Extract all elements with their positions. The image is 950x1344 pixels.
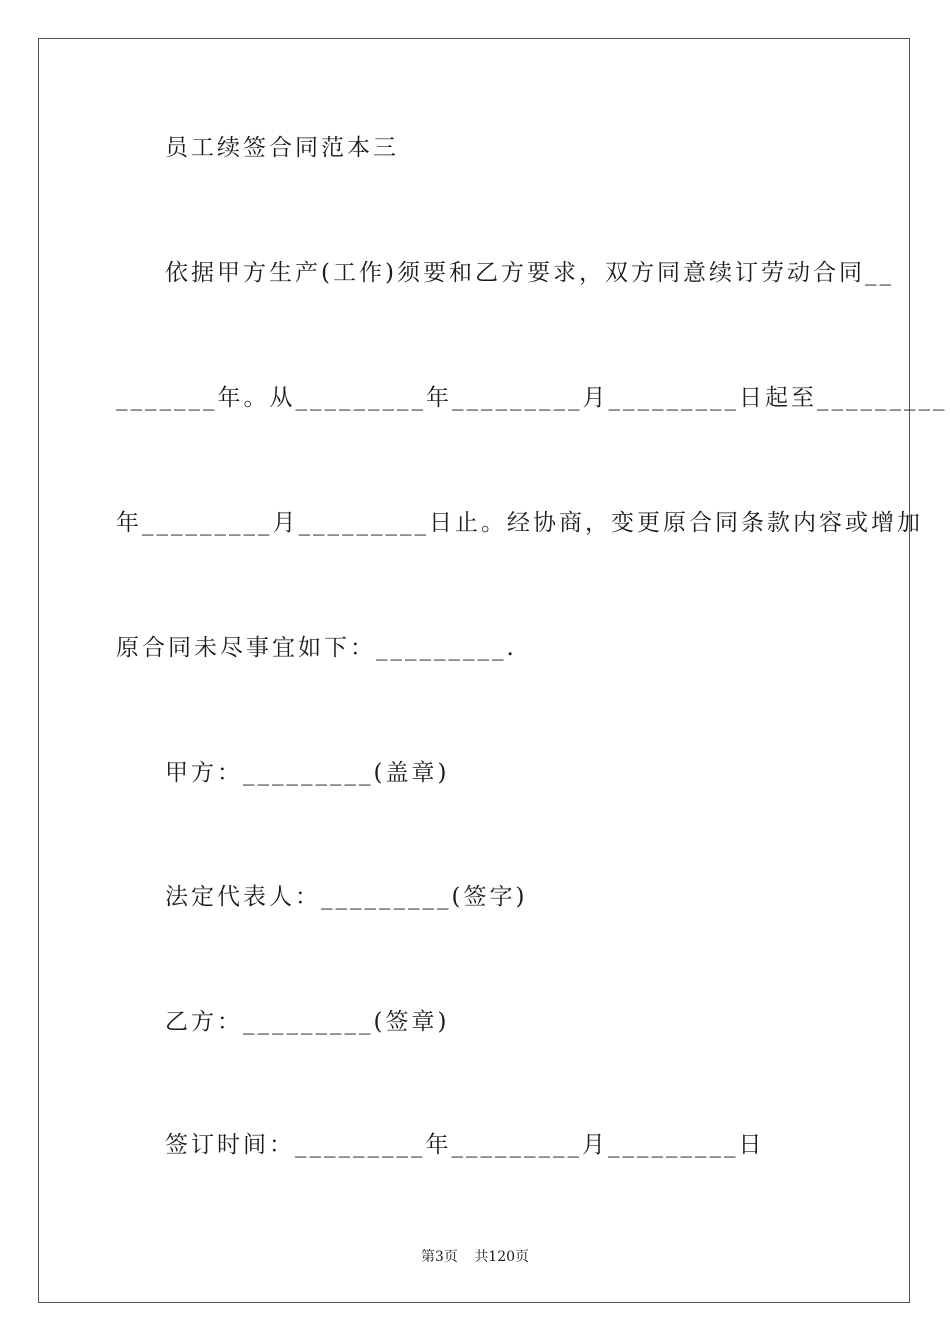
paragraph-line-2: _______年。从_________年_________月_________日起至_________ [116,385,948,411]
legal-rep-line: 法定代表人：_________(签字) [165,884,528,910]
sign-date-line: 签订时间：_________年_________月_________日 [165,1132,765,1158]
page-footer [0,1247,950,1267]
page-total: 共120页 [474,1249,530,1265]
party-a-line: 甲方：_________(盖章) [165,760,450,786]
paragraph-line-3: 年_________月_________日止。经协商，变更原合同条款内容或增加 [116,510,923,536]
document-title: 员工续签合同范本三 [165,135,399,161]
page-frame [38,38,910,1303]
page-current: 第3页 [420,1249,458,1265]
party-b-line: 乙方：_________(签章) [165,1009,450,1035]
paragraph-line-1: 依据甲方生产(工作)须要和乙方要求，双方同意续订劳动合同__ [165,260,894,286]
paragraph-line-4: 原合同未尽事宜如下：_________. [116,635,517,661]
